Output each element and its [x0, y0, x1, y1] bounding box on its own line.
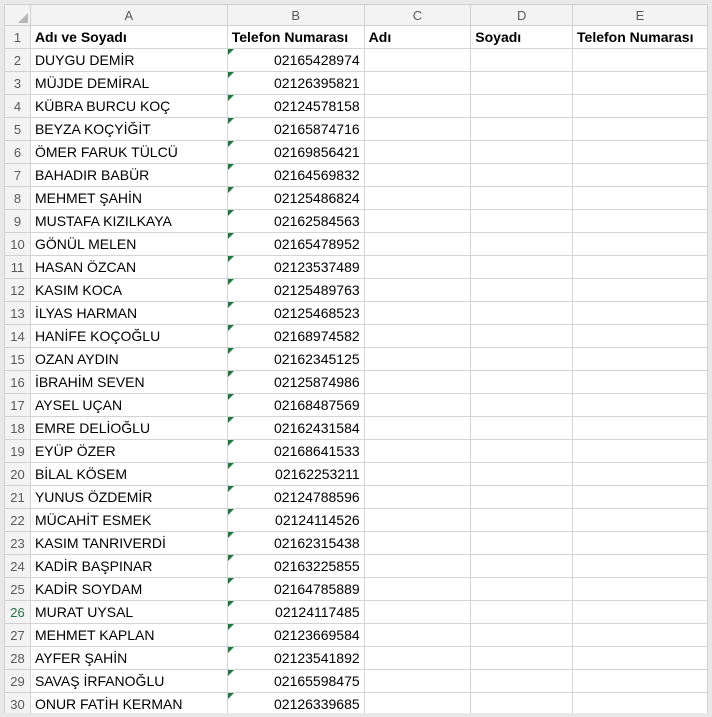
table-row — [5, 417, 708, 440]
cell-empty[interactable] — [573, 233, 708, 256]
cell-empty[interactable] — [573, 256, 708, 279]
worksheet-table — [4, 4, 708, 713]
select-all-corner[interactable] — [5, 5, 31, 26]
table-row — [5, 49, 708, 72]
table-row — [5, 578, 708, 601]
column-header-row — [5, 5, 708, 26]
row-header[interactable]: 21 — [5, 486, 31, 509]
column-header-a[interactable]: A — [30, 5, 227, 26]
cell-empty[interactable] — [573, 187, 708, 210]
cell-name[interactable]: BAHADIR BABÜR — [30, 164, 227, 187]
row-header[interactable]: 3 — [5, 72, 31, 95]
cell-phone[interactable]: 02123541892 — [227, 647, 364, 670]
cell-phone[interactable]: 02123537489 — [227, 256, 364, 279]
cell-empty[interactable] — [364, 141, 471, 164]
row-header[interactable]: 20 — [5, 463, 31, 486]
cell-phone[interactable]: 02125468523 — [227, 302, 364, 325]
cell-empty[interactable] — [471, 118, 573, 141]
cell-empty[interactable] — [471, 463, 573, 486]
cell-phone[interactable]: 02163225855 — [227, 555, 364, 578]
cell-empty[interactable] — [471, 578, 573, 601]
row-header[interactable]: 2 — [5, 49, 31, 72]
cell-phone[interactable]: 02125489763 — [227, 279, 364, 302]
cell-name[interactable]: KASIM KOCA — [30, 279, 227, 302]
cell-empty[interactable] — [471, 555, 573, 578]
cell-phone[interactable]: 02124578158 — [227, 95, 364, 118]
cell-empty[interactable] — [573, 164, 708, 187]
cell-name[interactable]: AYSEL UÇAN — [30, 394, 227, 417]
row-header[interactable]: 28 — [5, 647, 31, 670]
cell-empty[interactable] — [471, 670, 573, 693]
cell-d1-header[interactable]: Soyadı — [471, 26, 573, 49]
cell-empty[interactable] — [471, 210, 573, 233]
cell-phone[interactable]: 02164785889 — [227, 578, 364, 601]
row-header[interactable]: 19 — [5, 440, 31, 463]
cell-empty[interactable] — [364, 578, 471, 601]
cell-empty[interactable] — [573, 486, 708, 509]
cell-empty[interactable] — [471, 394, 573, 417]
cell-empty[interactable] — [364, 187, 471, 210]
cell-empty[interactable] — [471, 164, 573, 187]
table-row — [5, 302, 708, 325]
cell-phone[interactable]: 02165478952 — [227, 233, 364, 256]
cell-empty[interactable] — [364, 624, 471, 647]
row-header[interactable]: 17 — [5, 394, 31, 417]
row-header[interactable]: 26 — [5, 601, 31, 624]
cell-empty[interactable] — [573, 118, 708, 141]
cell-empty[interactable] — [471, 256, 573, 279]
cell-empty[interactable] — [573, 371, 708, 394]
cell-phone[interactable]: 02123669584 — [227, 624, 364, 647]
cell-name[interactable]: MURAT UYSAL — [30, 601, 227, 624]
cell-empty[interactable] — [364, 95, 471, 118]
table-row — [5, 624, 708, 647]
cell-empty[interactable] — [364, 348, 471, 371]
cell-empty[interactable] — [471, 233, 573, 256]
cell-empty[interactable] — [364, 49, 471, 72]
cell-phone[interactable]: 02125874986 — [227, 371, 364, 394]
cell-empty[interactable] — [364, 279, 471, 302]
cell-empty[interactable] — [364, 394, 471, 417]
cell-empty[interactable] — [573, 693, 708, 714]
cell-empty[interactable] — [573, 601, 708, 624]
cell-empty[interactable] — [364, 509, 471, 532]
cell-empty[interactable] — [471, 141, 573, 164]
cell-empty[interactable] — [471, 371, 573, 394]
cell-phone[interactable]: 02162345125 — [227, 348, 364, 371]
cell-empty[interactable] — [573, 509, 708, 532]
cell-name[interactable]: SAVAŞ İRFANOĞLU — [30, 670, 227, 693]
cell-phone[interactable]: 02162584563 — [227, 210, 364, 233]
table-row — [5, 670, 708, 693]
table-row — [5, 463, 708, 486]
cell-empty[interactable] — [364, 555, 471, 578]
spreadsheet-grid — [4, 4, 708, 713]
cell-name[interactable]: İBRAHİM SEVEN — [30, 371, 227, 394]
cell-name[interactable]: GÖNÜL MELEN — [30, 233, 227, 256]
cell-empty[interactable] — [364, 647, 471, 670]
cell-empty[interactable] — [364, 325, 471, 348]
cell-phone[interactable]: 02165598475 — [227, 670, 364, 693]
table-row — [5, 187, 708, 210]
cell-empty[interactable] — [471, 486, 573, 509]
cell-empty[interactable] — [364, 601, 471, 624]
cell-empty[interactable] — [573, 647, 708, 670]
row-header[interactable]: 6 — [5, 141, 31, 164]
table-row — [5, 509, 708, 532]
cell-empty[interactable] — [471, 279, 573, 302]
table-row — [5, 279, 708, 302]
cell-empty[interactable] — [471, 601, 573, 624]
column-header-b[interactable]: B — [227, 5, 364, 26]
cell-empty[interactable] — [471, 647, 573, 670]
cell-empty[interactable] — [364, 72, 471, 95]
cell-empty[interactable] — [471, 532, 573, 555]
cell-empty[interactable] — [471, 302, 573, 325]
row-header[interactable]: 24 — [5, 555, 31, 578]
cell-phone[interactable]: 02125486824 — [227, 187, 364, 210]
cell-phone[interactable]: 02162253211 — [227, 463, 364, 486]
cell-e1-header[interactable]: Telefon Numarası — [573, 26, 708, 49]
table-row — [5, 394, 708, 417]
cell-name[interactable]: EYÜP ÖZER — [30, 440, 227, 463]
cell-empty[interactable] — [364, 233, 471, 256]
cell-empty[interactable] — [573, 279, 708, 302]
cell-name[interactable]: BEYZA KOÇYİĞİT — [30, 118, 227, 141]
row-header[interactable]: 4 — [5, 95, 31, 118]
cell-name[interactable]: HASAN ÖZCAN — [30, 256, 227, 279]
table-row — [5, 233, 708, 256]
cell-name[interactable]: ÖMER FARUK TÜLCÜ — [30, 141, 227, 164]
cell-empty[interactable] — [364, 440, 471, 463]
header-data-row — [5, 26, 708, 49]
cell-c1-header[interactable]: Adı — [364, 26, 471, 49]
cell-empty[interactable] — [573, 417, 708, 440]
cell-empty[interactable] — [573, 578, 708, 601]
cell-phone[interactable]: 02162315438 — [227, 532, 364, 555]
cell-empty[interactable] — [573, 440, 708, 463]
row-header[interactable]: 18 — [5, 417, 31, 440]
cell-empty[interactable] — [573, 463, 708, 486]
cell-phone[interactable]: 02169856421 — [227, 141, 364, 164]
table-row — [5, 601, 708, 624]
cell-empty[interactable] — [471, 49, 573, 72]
table-row — [5, 164, 708, 187]
cell-phone[interactable]: 02168641533 — [227, 440, 364, 463]
cell-name[interactable]: AYFER ŞAHİN — [30, 647, 227, 670]
row-header[interactable]: 11 — [5, 256, 31, 279]
cell-empty[interactable] — [573, 555, 708, 578]
table-row — [5, 486, 708, 509]
cell-empty[interactable] — [471, 187, 573, 210]
cell-phone[interactable]: 02168974582 — [227, 325, 364, 348]
cell-empty[interactable] — [471, 693, 573, 714]
cell-phone[interactable]: 02165428974 — [227, 49, 364, 72]
table-row — [5, 371, 708, 394]
cell-name[interactable]: OZAN AYDIN — [30, 348, 227, 371]
cell-empty[interactable] — [364, 486, 471, 509]
cell-name[interactable]: KADİR SOYDAM — [30, 578, 227, 601]
cell-empty[interactable] — [573, 532, 708, 555]
cell-empty[interactable] — [573, 49, 708, 72]
table-row — [5, 256, 708, 279]
cell-empty[interactable] — [573, 95, 708, 118]
cell-empty[interactable] — [364, 371, 471, 394]
cell-empty[interactable] — [364, 210, 471, 233]
row-header[interactable]: 12 — [5, 279, 31, 302]
cell-empty[interactable] — [364, 118, 471, 141]
cell-empty[interactable] — [573, 141, 708, 164]
cell-empty[interactable] — [573, 302, 708, 325]
cell-name[interactable]: YUNUS ÖZDEMİR — [30, 486, 227, 509]
row-header[interactable]: 23 — [5, 532, 31, 555]
cell-phone[interactable]: 02162431584 — [227, 417, 364, 440]
cell-empty[interactable] — [364, 693, 471, 714]
cell-empty[interactable] — [364, 532, 471, 555]
cell-phone[interactable]: 02124788596 — [227, 486, 364, 509]
row-header[interactable]: 10 — [5, 233, 31, 256]
cell-phone[interactable]: 02126339685 — [227, 693, 364, 714]
cell-name[interactable]: BİLAL KÖSEM — [30, 463, 227, 486]
row-header[interactable]: 14 — [5, 325, 31, 348]
cell-empty[interactable] — [471, 440, 573, 463]
cell-phone[interactable]: 02164569832 — [227, 164, 364, 187]
cell-empty[interactable] — [471, 325, 573, 348]
cell-empty[interactable] — [471, 348, 573, 371]
cell-name[interactable]: MUSTAFA KIZILKAYA — [30, 210, 227, 233]
cell-phone[interactable]: 02124117485 — [227, 601, 364, 624]
cell-name[interactable]: EMRE DELİOĞLU — [30, 417, 227, 440]
cell-empty[interactable] — [573, 210, 708, 233]
cell-empty[interactable] — [364, 463, 471, 486]
table-row — [5, 95, 708, 118]
cell-empty[interactable] — [573, 624, 708, 647]
row-header[interactable]: 5 — [5, 118, 31, 141]
row-header[interactable]: 13 — [5, 302, 31, 325]
row-header[interactable]: 15 — [5, 348, 31, 371]
row-header[interactable]: 16 — [5, 371, 31, 394]
table-row — [5, 141, 708, 164]
cell-phone[interactable]: 02168487569 — [227, 394, 364, 417]
cell-empty[interactable] — [471, 417, 573, 440]
cell-empty[interactable] — [573, 72, 708, 95]
column-header-e[interactable]: E — [573, 5, 708, 26]
table-row — [5, 693, 708, 714]
cell-name[interactable]: HANİFE KOÇOĞLU — [30, 325, 227, 348]
cell-empty[interactable] — [573, 348, 708, 371]
cell-name[interactable]: MÜCAHİT ESMEK — [30, 509, 227, 532]
table-row — [5, 532, 708, 555]
cell-name[interactable]: KADİR BAŞPINAR — [30, 555, 227, 578]
table-row — [5, 210, 708, 233]
cell-empty[interactable] — [471, 624, 573, 647]
row-header[interactable]: 8 — [5, 187, 31, 210]
cell-empty[interactable] — [573, 325, 708, 348]
row-header[interactable]: 30 — [5, 693, 31, 714]
cell-b1-header[interactable]: Telefon Numarası — [227, 26, 364, 49]
cell-name[interactable]: İLYAS HARMAN — [30, 302, 227, 325]
cell-empty[interactable] — [364, 417, 471, 440]
cell-name[interactable]: DUYGU DEMİR — [30, 49, 227, 72]
row-header[interactable]: 27 — [5, 624, 31, 647]
table-row — [5, 348, 708, 371]
cell-empty[interactable] — [364, 164, 471, 187]
cell-a1-header[interactable]: Adı ve Soyadı — [30, 26, 227, 49]
table-row — [5, 647, 708, 670]
cell-empty[interactable] — [364, 670, 471, 693]
table-row — [5, 555, 708, 578]
table-row — [5, 118, 708, 141]
cell-name[interactable]: ONUR FATİH KERMAN — [30, 693, 227, 714]
cell-empty[interactable] — [573, 394, 708, 417]
cell-empty[interactable] — [471, 95, 573, 118]
cell-empty[interactable] — [364, 302, 471, 325]
row-header[interactable]: 9 — [5, 210, 31, 233]
cell-name[interactable]: KÜBRA BURCU KOÇ — [30, 95, 227, 118]
cell-name[interactable]: MÜJDE DEMİRAL — [30, 72, 227, 95]
row-header-1[interactable]: 1 — [5, 26, 31, 49]
cell-empty[interactable] — [573, 670, 708, 693]
column-header-d[interactable]: D — [471, 5, 573, 26]
cell-name[interactable]: MEHMET ŞAHİN — [30, 187, 227, 210]
cell-name[interactable]: MEHMET KAPLAN — [30, 624, 227, 647]
row-header[interactable]: 29 — [5, 670, 31, 693]
column-header-c[interactable]: C — [364, 5, 471, 26]
table-row — [5, 325, 708, 348]
cell-empty[interactable] — [364, 256, 471, 279]
row-header[interactable]: 25 — [5, 578, 31, 601]
row-header[interactable]: 7 — [5, 164, 31, 187]
cell-phone[interactable]: 02165874716 — [227, 118, 364, 141]
table-row — [5, 440, 708, 463]
cell-phone[interactable]: 02124114526 — [227, 509, 364, 532]
cell-name[interactable]: KASIM TANRIVERDİ — [30, 532, 227, 555]
row-header[interactable]: 22 — [5, 509, 31, 532]
cell-empty[interactable] — [471, 509, 573, 532]
cell-phone[interactable]: 02126395821 — [227, 72, 364, 95]
table-row — [5, 72, 708, 95]
cell-empty[interactable] — [471, 72, 573, 95]
